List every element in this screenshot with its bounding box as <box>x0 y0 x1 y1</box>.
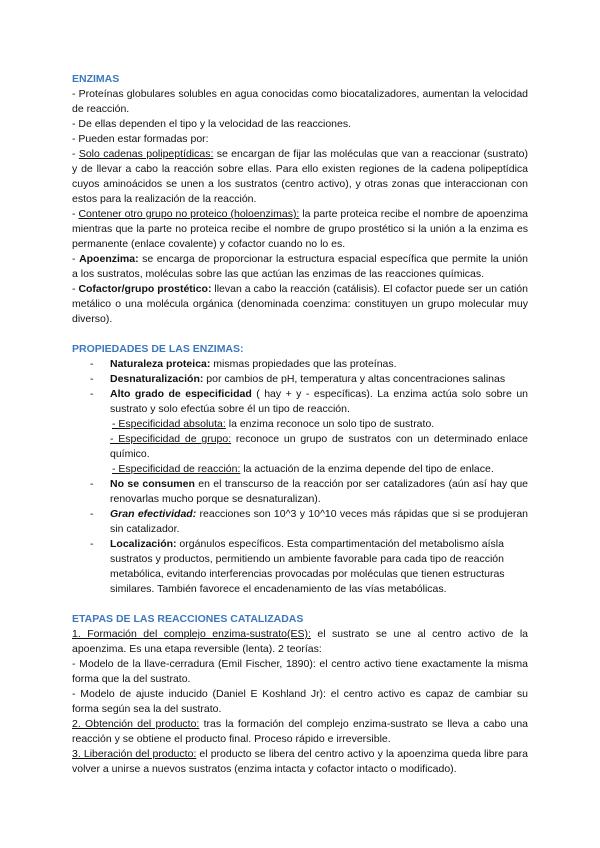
document-page <box>72 72 528 777</box>
propiedades-list <box>72 357 528 417</box>
sub-item-grupo <box>72 432 528 462</box>
list-item <box>72 357 528 372</box>
term-grupo: - Especificidad de grupo: <box>110 433 232 445</box>
enzimas-paragraph-6: - Apoenzima: se encarga de proporcionar la estructura espacial específica que permite la unión a los sustratos, moléculas sobre las que actúan las enzimas de las reacciones químicas. <box>72 253 528 280</box>
enzimas-paragraph-3: - Pueden estar formadas por: <box>72 133 209 145</box>
term-consumen: No se consumen <box>110 478 195 490</box>
term-localizacion: Localización: <box>110 538 177 550</box>
text-consumen: en el transcurso de la reacción por ser catalizadores (aún así hay que renovarlas mucho porque se desnaturalizan). <box>110 478 528 505</box>
term-desnaturalizacion: Desnaturalización: <box>110 373 204 385</box>
text-etapa-1: el sustrato se une al centro activo de la apoenzima. Es una etapa reversible (lenta). 2 teorías: <box>72 628 528 655</box>
etapa-3 <box>72 747 528 777</box>
sub-item-reaccion <box>72 462 528 477</box>
modelo-2: - Modelo de ajuste inducido (Daniel E Koshland Jr): el centro activo es capaz de cambiar su forma según sea la del sustrato. <box>72 688 528 715</box>
term-reaccion: - Especificidad de reacción: <box>112 463 241 475</box>
text-grupo: reconoce un grupo de sustratos con un determinado enlace químico. <box>110 433 528 460</box>
list-item <box>72 477 528 507</box>
term-etapa-1: 1. Formación del complejo enzima-sustrato(ES): <box>72 628 311 640</box>
text-localizacion: orgánulos específicos. Esta compartimentación del metabolismo aísla sustratos y productos, permitiendo un ambiente favorable para cada tipo de reacción metabólica, evitando interferencias provocadas por moléculas que tienen estructuras similares. También favorece el encadenamiento de las vías metabólicas. <box>110 538 505 595</box>
enzimas-paragraph-5: - Contener otro grupo no proteico (holoenzimas): la parte proteica recibe el nombre de apoenzima mientras que la parte no proteica recibe el nombre de grupo prostético si la unión a la enzima es permanente (enlace covalente) y cofactor cuando no lo es. <box>72 208 528 250</box>
text-absoluta: la enzima reconoce un solo tipo de sustrato. <box>225 418 435 430</box>
enzimas-paragraph-1: - Proteínas globulares solubles en agua conocidas como biocatalizadores, aumentan la velocidad de reacción. <box>72 88 528 115</box>
list-item <box>72 537 528 597</box>
term-etapa-3: 3. Liberación del producto: <box>72 748 197 760</box>
text-holoenzimas: la parte proteica recibe el nombre de apoenzima mientras que la parte no proteica recibe el nombre de grupo prostético si la unión a la enzima es permanente (enlace covalente) y cofactor cuando no lo es. <box>72 208 528 250</box>
sub-item-absoluta <box>72 417 528 432</box>
section-title-propiedades: PROPIEDADES DE LAS ENZIMAS: <box>72 343 244 355</box>
section-title-enzimas: ENZIMAS <box>72 73 120 85</box>
term-efectividad: Gran efectividad: <box>110 508 197 520</box>
text-cadenas: se encargan de fijar las moléculas que van a reaccionar (sustrato) y de llevar a cabo la reacción sobre ellas. Para ello existen regiones de la cadena polipeptídica cuyos aminoácidos se unen a los sustratos (centro activo), y otras zonas que interaccionan con estos para la realización de la reacción. <box>72 148 528 205</box>
text-etapa-2: tras la formación del complejo enzima-sustrato se lleva a cabo una reacción y se obtiene el producto final. Proceso rápido e irreversible. <box>72 718 528 745</box>
text-efectividad: reacciones son 10^3 y 10^10 veces más rápidas que si se produjeran sin catalizador. <box>110 508 528 535</box>
term-etapa-2: 2. Obtención del producto: <box>72 718 200 730</box>
enzimas-paragraph-4: - Solo cadenas polipeptídicas: se encargan de fijar las moléculas que van a reaccionar (sustrato) y de llevar a cabo la reacción sobre ellas. Para ello existen regiones de la cadena polipeptídica cuyos aminoácidos se unen a los sustratos (centro activo), y otras zonas que interaccionan con estos para la realización de la reacción. <box>72 148 528 205</box>
text-apoenzima: se encarga de proporcionar la estructura espacial específica que permite la unión a los sustratos, moléculas sobre las que actúan las enzimas de las reacciones químicas. <box>72 253 528 280</box>
text-desnaturalizacion: por cambios de pH, temperatura y altas concentraciones salinas <box>203 373 506 385</box>
list-item <box>72 507 528 537</box>
text-especificidad: ( hay + y - específicas). La enzima actúa solo sobre un sustrato y solo efectúa sobre él un tipo de reacción. <box>110 388 528 415</box>
list-item <box>72 372 528 387</box>
term-especificidad: Alto grado de especificidad <box>110 388 252 400</box>
etapa-2 <box>72 717 528 747</box>
text-cofactor: llevan a cabo la reacción (catálisis). El cofactor puede ser un catión metálico o una molécula orgánica (denominada coenzima: constituyen un grupo molecular muy diverso). <box>72 283 528 325</box>
term-cadenas: Solo cadenas polipeptídicas: <box>78 148 214 160</box>
etapa-1 <box>72 627 528 657</box>
term-absoluta: - Especificidad absoluta: <box>112 418 226 430</box>
text-reaccion: la actuación de la enzima depende del tipo de enlace. <box>240 463 494 475</box>
propiedades-list-cont <box>72 477 528 597</box>
term-naturaleza: Naturaleza proteica: <box>110 358 211 370</box>
modelo-1: - Modelo de la llave-cerradura (Emil Fischer, 1890): el centro activo tiene exactamente la misma forma que la del sustrato. <box>72 658 528 685</box>
enzimas-paragraph-7: - Cofactor/grupo prostético: llevan a cabo la reacción (catálisis). El cofactor puede ser un catión metálico o una molécula orgánica (denominada coenzima: constituyen un grupo molecular muy diverso). <box>72 283 528 325</box>
text-naturaleza: mismas propiedades que las proteínas. <box>210 358 397 370</box>
term-holoenzimas: Contener otro grupo no proteico (holoenzimas): <box>78 208 300 220</box>
section-title-etapas: ETAPAS DE LAS REACCIONES CATALIZADAS <box>72 613 304 625</box>
list-item <box>72 387 528 417</box>
text-etapa-3: el producto se libera del centro activo y la apoenzima queda libre para volver a unirse a nuevos sustratos (enzima intacta y cofactor intacto o modificado). <box>72 748 529 775</box>
enzimas-paragraph-2: - De ellas dependen el tipo y la velocidad de las reacciones. <box>72 118 352 130</box>
term-apoenzima: Apoenzima: <box>79 253 139 265</box>
term-cofactor: Cofactor/grupo prostético: <box>78 283 212 295</box>
